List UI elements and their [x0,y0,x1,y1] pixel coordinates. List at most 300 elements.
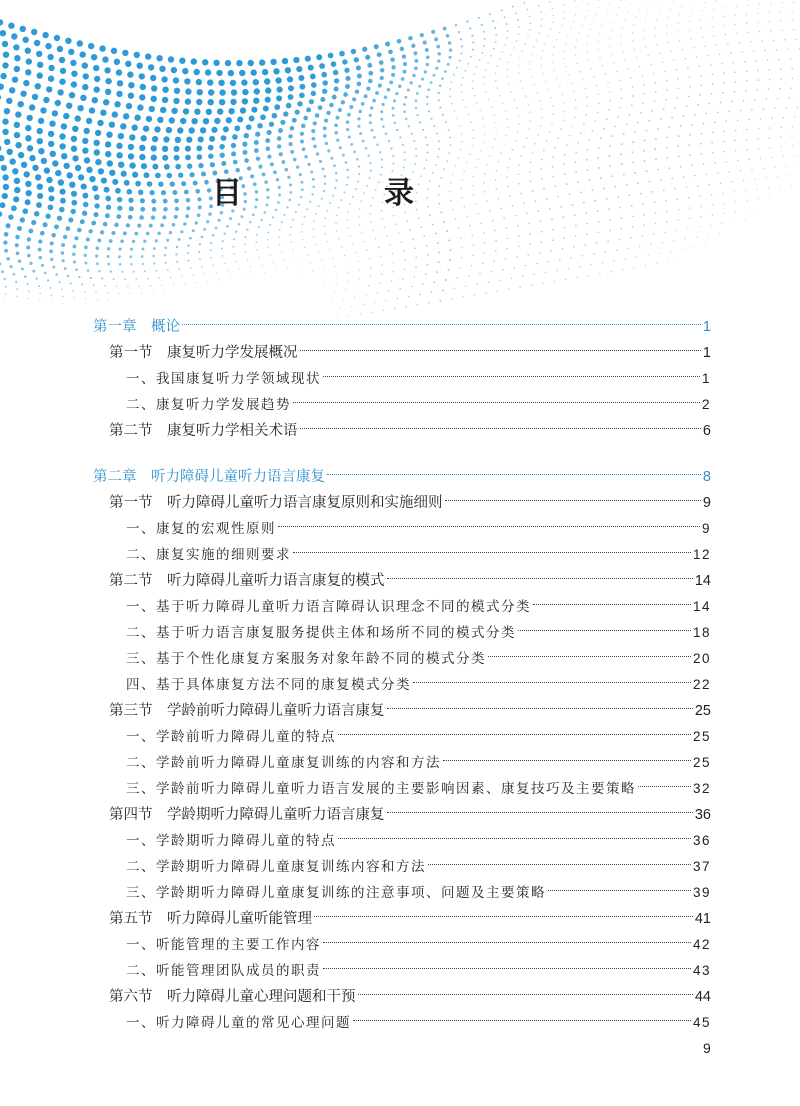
decor-dot [563,237,565,239]
decor-dot [466,20,468,22]
decor-dot [288,85,294,91]
decor-dot [598,102,600,104]
decor-dot [678,209,680,211]
decor-dot [140,198,145,203]
decor-dot [379,283,380,284]
decor-dot [428,302,430,304]
decor-dot [347,113,351,117]
dot-leader [323,942,691,943]
decor-dot [747,5,748,6]
decor-dot [569,135,571,137]
decor-dot [336,139,339,142]
decor-dot [454,110,456,112]
decor-dot [700,143,702,145]
decor-dot [426,96,429,99]
decor-dot [355,252,356,253]
decor-dot [242,89,248,95]
decor-dot [42,32,48,38]
decor-dot [572,204,574,206]
decor-dot [45,214,50,219]
decor-dot [730,52,732,54]
decor-dot [129,162,135,168]
decor-dot [70,209,75,214]
decor-dot [735,211,736,212]
decor-dot [210,249,212,251]
decor-dot [535,143,537,145]
decor-dot [659,252,660,253]
decor-dot [530,180,532,182]
decor-dot [225,60,231,66]
decor-dot [632,32,633,33]
toc-subsection-entry[interactable] [126,724,711,750]
decor-dot [721,63,723,65]
decor-dot [242,98,248,104]
decor-dot [345,289,346,290]
decor-dot [598,221,600,223]
decor-dot [735,150,737,152]
decor-dot [209,136,215,142]
toc-subsection-entry[interactable] [126,392,711,418]
decor-dot [449,56,452,59]
decor-dot [594,121,596,123]
decor-dot [491,106,492,107]
decor-dot [779,88,781,90]
decor-dot [655,91,657,93]
decor-dot [696,237,697,238]
decor-dot [1,165,7,171]
decor-dot [716,0,717,1]
toc-section-entry[interactable] [109,490,711,516]
decor-dot [539,100,540,101]
decor-dot [757,208,758,209]
decor-dot [710,64,712,66]
decor-dot [174,88,180,94]
decor-dot [69,182,75,188]
toc-subsection-entry[interactable] [126,854,711,880]
decor-dot [111,231,115,235]
decor-dot [187,245,189,247]
decor-dot [95,292,97,294]
decor-dot [550,250,552,252]
decor-dot [472,185,474,187]
decor-dot [123,113,129,119]
decor-dot [629,114,631,116]
decor-dot [384,95,387,98]
decor-dot [757,188,758,189]
decor-dot [210,242,212,244]
decor-dot [15,142,21,148]
toc-subsection-entry[interactable] [126,542,711,568]
decor-dot [301,124,306,129]
decor-dot [44,272,47,275]
decor-dot [150,75,156,81]
decor-dot [40,107,46,113]
decor-dot [117,80,123,86]
decor-dot [21,162,27,168]
decor-dot [575,55,576,56]
decor-dot [364,94,368,98]
decor-dot [670,251,671,252]
decor-dot [36,202,42,208]
decor-dot [258,226,260,228]
decor-dot [768,88,770,90]
decor-dot [505,258,507,260]
decor-dot [545,81,546,82]
decor-dot [310,73,316,79]
decor-dot [611,175,613,177]
decor-dot [711,142,713,144]
decor-dot [257,123,263,129]
toc-subsection-entry[interactable] [126,672,711,698]
decor-dot [703,123,705,125]
decor-dot [505,111,506,112]
decor-dot [8,23,14,29]
decor-dot [540,220,542,222]
decor-dot [689,134,691,136]
decor-dot [636,57,637,58]
decor-dot [232,246,234,248]
decor-dot [290,126,295,131]
decor-dot [266,146,271,151]
decor-dot [194,69,200,75]
decor-dot [549,208,551,210]
decor-dot [292,219,294,221]
decor-dot [448,129,450,131]
decor-dot [141,255,144,258]
decor-dot [552,176,554,178]
decor-dot [99,45,105,51]
decor-dot [151,85,157,91]
decor-dot [453,74,455,76]
toc-entry-page: 42 [692,937,711,952]
decor-dot [655,138,657,140]
decor-dot [471,35,473,37]
decor-dot [0,202,5,208]
decor-dot [48,76,54,82]
decor-dot [368,79,373,84]
decor-dot [529,69,530,70]
decor-dot [334,123,338,127]
dot-leader [300,350,701,351]
decor-dot [405,118,407,120]
decor-dot [67,172,73,178]
decor-dot [404,269,406,271]
toc-subsection-entry[interactable] [126,750,711,776]
decor-dot [531,285,533,287]
decor-dot [677,23,678,24]
decor-dot [419,121,421,123]
toc-entry-label: 第一节 听力障碍儿童听力语言康复原则和实施细则 [109,495,443,511]
decor-dot [543,149,545,151]
decor-dot [655,35,656,36]
toc-entry-page: 2 [701,397,711,412]
decor-dot [357,117,360,120]
decor-dot [404,259,406,261]
decor-dot [722,223,723,224]
decor-dot [699,195,701,197]
decor-dot [631,151,633,153]
toc-subsection-entry[interactable] [126,620,711,646]
decor-dot [117,206,122,211]
decor-dot [130,248,133,251]
decor-dot [82,193,88,199]
toc-entry-label: 三、基于个性化康复方案服务对象年龄不同的模式分类 [126,651,486,667]
decor-dot [643,84,645,86]
toc-entry-page: 1 [702,319,711,335]
toc-subsection-entry[interactable] [126,880,711,906]
decor-dot [152,255,155,258]
decor-dot [550,97,551,98]
decor-dot [141,135,147,141]
decor-dot [444,70,447,73]
decor-dot [631,104,633,106]
toc-entry-label: 三、学龄前听力障碍儿童听力语言发展的主要影响因素、康复技巧及主要策略 [126,781,636,797]
decor-dot [465,286,467,288]
decor-dot [563,102,564,103]
decor-dot [60,198,66,204]
decor-dot [424,70,427,73]
decor-dot [164,292,165,293]
decor-dot [680,166,682,168]
decor-dot [498,198,500,200]
decor-dot [323,126,327,130]
decor-dot [577,181,579,183]
decor-dot [552,156,554,158]
decor-dot [12,168,18,174]
toc-subsection-entry[interactable] [126,646,711,672]
decor-dot [377,292,378,293]
decor-dot [431,292,433,294]
decor-dot [518,26,520,28]
decor-dot [523,203,525,205]
decor-dot [300,140,304,144]
decor-dot [575,108,577,110]
decor-dot [329,103,334,108]
decor-dot [564,11,565,12]
decor-dot [362,47,367,52]
toc-subsection-entry[interactable] [126,828,711,854]
toc-subsection-entry[interactable] [126,366,711,392]
decor-dot [437,242,439,244]
decor-dot [281,221,283,223]
decor-dot [195,189,200,194]
decor-dot [743,100,745,102]
decor-dot [157,117,163,123]
decor-dot [426,144,428,146]
decor-dot [234,125,240,131]
decor-dot [673,60,675,62]
decor-dot [370,276,371,277]
decor-dot [1,270,4,273]
decor-dot [771,117,773,119]
decor-dot [611,54,612,55]
decor-dot [459,60,461,62]
toc-subsection-entry[interactable] [126,776,711,802]
decor-dot [298,75,304,81]
decor-dot [694,114,696,116]
decor-dot [325,142,328,145]
decor-dot [602,65,603,66]
decor-dot [136,278,138,280]
decor-dot [62,296,63,297]
decor-dot [408,36,412,40]
decor-dot [3,300,4,301]
decor-dot [678,31,679,32]
decor-dot [94,86,100,92]
decor-dot [451,103,453,105]
decor-dot [338,108,342,112]
decor-dot [435,233,437,235]
toc-section-entry[interactable] [109,984,711,1010]
decor-dot [5,286,7,288]
decor-dot [105,78,111,84]
decor-dot [72,155,78,161]
decor-dot [222,255,224,257]
decor-dot [59,207,65,213]
toc-section-entry[interactable] [109,340,711,366]
decor-dot [35,174,41,180]
decor-dot [764,50,766,52]
decor-dot [243,150,248,155]
decor-dot [750,41,752,43]
decor-dot [311,137,315,141]
toc-section-entry[interactable] [109,418,711,444]
decor-dot [116,69,122,75]
decor-dot [650,6,651,7]
decor-dot [235,261,236,262]
decor-dot [797,107,799,109]
decor-dot [609,3,610,4]
decor-dot [213,264,215,266]
decor-dot [173,77,179,83]
toc-subsection-entry[interactable] [126,958,711,984]
decor-dot [391,65,395,69]
decor-dot [640,193,642,195]
decor-dot [388,290,390,292]
decor-dot [485,69,487,71]
decor-dot [746,149,748,151]
toc-section-entry[interactable] [109,906,711,932]
decor-dot [139,215,144,220]
decor-dot [330,157,333,160]
decor-dot [48,141,54,147]
decor-dot [418,218,420,220]
decor-dot [472,145,473,146]
decor-dot [267,231,269,233]
decor-dot [216,272,217,273]
decor-dot [96,262,99,265]
decor-dot [661,3,662,4]
toc-subsection-entry[interactable] [126,594,711,620]
decor-dot [483,142,484,143]
decor-dot [399,288,401,290]
decor-dot [518,72,519,73]
decor-dot [486,164,488,166]
decor-dot [175,253,177,255]
decor-dot [206,220,209,223]
toc-section-entry[interactable] [109,802,711,828]
decor-dot [600,177,602,179]
toc-chapter-entry[interactable] [93,464,711,490]
decor-dot [780,20,781,21]
decor-dot [598,167,600,169]
decor-dot [392,155,394,157]
decor-dot [88,229,92,233]
decor-dot [756,89,758,91]
decor-dot [240,215,243,218]
decor-dot [63,113,69,119]
decor-dot [771,157,772,158]
decor-dot [2,129,8,135]
decor-dot [37,193,43,199]
toc-section-entry[interactable] [109,568,711,594]
decor-dot [598,49,599,50]
decor-dot [342,154,345,157]
decor-dot [653,73,655,75]
decor-dot [509,195,511,197]
decor-dot [643,38,644,39]
decor-dot [526,137,528,139]
toc-subsection-entry[interactable] [126,1010,711,1036]
decor-dot [61,259,64,262]
decor-dot [646,130,648,132]
decor-dot [421,226,423,228]
toc-chapter-entry[interactable] [93,314,711,340]
decor-dot [324,218,326,220]
decor-dot [499,95,500,96]
decor-dot [762,108,764,110]
toc-subsection-entry[interactable] [126,932,711,958]
decor-dot [666,137,668,139]
decor-dot [495,179,497,181]
decor-dot [203,228,206,231]
decor-dot [524,43,525,44]
decor-dot [70,282,72,284]
toc-entry-page: 9 [701,521,711,536]
decor-dot [37,128,43,134]
decor-dot [293,249,294,250]
toc-section-entry[interactable] [109,698,711,724]
decor-dot [170,181,175,186]
decor-dot [201,171,206,176]
decor-dot [461,141,462,142]
decor-dot [58,179,64,185]
toc-subsection-entry[interactable] [126,516,711,542]
decor-dot [13,44,19,50]
decor-dot [84,262,87,265]
decor-dot [319,160,322,163]
decor-dot [572,126,574,128]
decor-dot [511,91,512,92]
decor-dot [449,152,451,154]
decor-dot [302,147,306,151]
decor-dot [590,29,591,30]
decor-dot [504,16,506,18]
decor-dot [551,218,553,220]
decor-dot [196,99,202,105]
decor-dot [655,27,656,28]
decor-dot [413,140,415,142]
decor-dot [27,254,31,258]
decor-dot [763,168,764,169]
decor-dot [393,262,395,264]
decor-dot [15,243,19,247]
decor-dot [151,145,157,151]
decor-dot [506,227,508,229]
decor-dot [633,267,634,268]
decor-dot [723,16,724,17]
decor-dot [570,257,572,259]
